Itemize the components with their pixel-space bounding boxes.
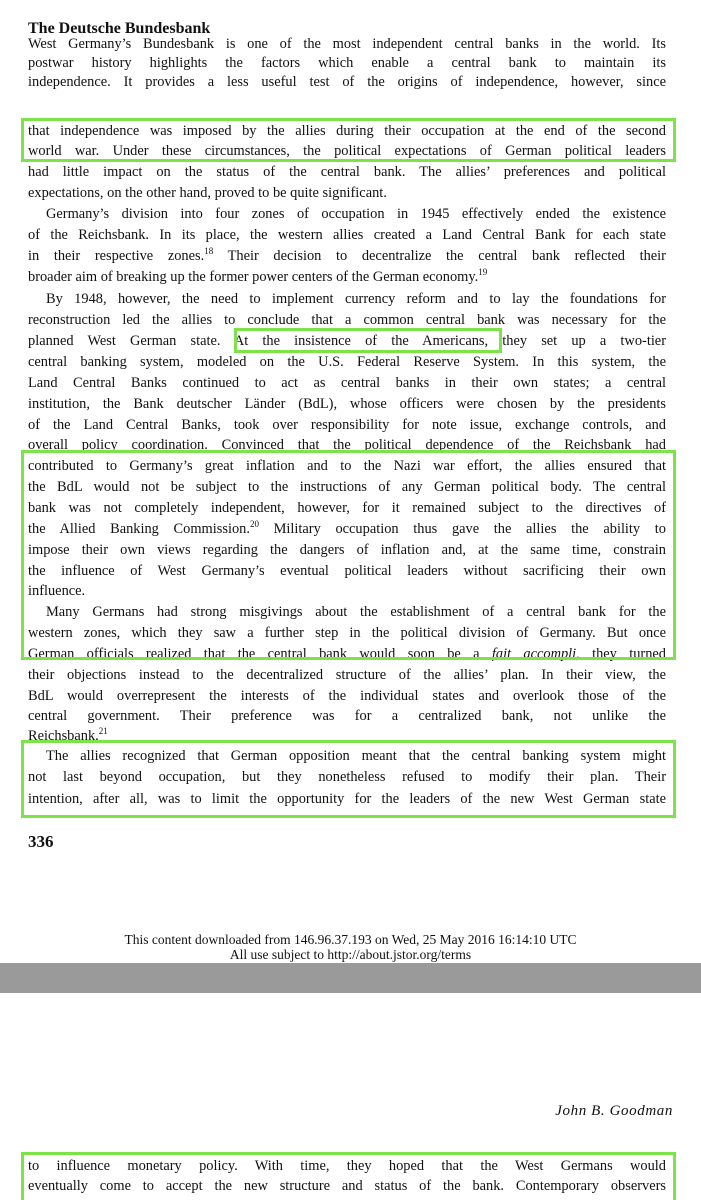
running-head: John B. Goodman bbox=[555, 1103, 673, 1119]
text-line: postwar history highlights the factors which enable a central bank to maintain its bbox=[28, 55, 666, 71]
text-line: western zones, which they saw a further step in the political division of Germany. But once bbox=[28, 625, 666, 641]
text-line: the influence of West Germany’s eventual political leaders without sacrificing their own bbox=[28, 563, 666, 579]
text-line: world war. Under these circumstances, the political expectations of German political leaders bbox=[28, 143, 666, 159]
text-line: the Allied Banking Commission.$^{20}$ Military occupation thus gave the allies the ability to bbox=[28, 519, 667, 537]
footnote-ref: 18 bbox=[204, 246, 214, 257]
text-line: Land Central Banks continued to act as central banks in their own states; a central bbox=[28, 375, 666, 391]
text-line: central banking system, modeled on the U.S. Federal Reserve System. In this system, the bbox=[28, 354, 666, 370]
text-line: expectations, on the other hand, proved to be quite significant. bbox=[28, 185, 387, 201]
text-line: Reichsbank.$^{21}$ bbox=[28, 726, 108, 744]
terms-notice: All use subject to http://about.jstor.org/terms bbox=[229, 947, 472, 962]
text-line: West Germany’s Bundesbank is one of the most independent central banks in the world. Its bbox=[28, 36, 666, 52]
text-line: The allies recognized that German opposition meant that the central banking system might bbox=[46, 748, 666, 764]
page-number: 336 bbox=[28, 832, 54, 851]
text-line: central government. Their preference was for a centralized bank, not unlike the bbox=[28, 708, 666, 724]
text-line: their objections instead to the decentralized structure of the allies’ plan. In their view, the bbox=[28, 667, 666, 683]
text-line: had little impact on the status of the central bank. The allies’ preferences and political bbox=[28, 164, 666, 180]
footnote-ref: 20 bbox=[249, 519, 259, 530]
footnote-ref: 19 bbox=[478, 267, 488, 278]
text-line: reconstruction led the allies to conclude that a common central bank was necessary for the bbox=[28, 312, 666, 328]
text-line: overall policy coordination. Convinced that the political dependence of the Reichsbank had bbox=[28, 437, 666, 453]
text-line: the BdL would not be subject to the instructions of any German political body. The central bbox=[28, 479, 666, 495]
text-line: that independence was imposed by the allies during their occupation at the end of the second bbox=[28, 123, 666, 139]
text-line: Many Germans had strong misgivings about the establishment of a central bank for the bbox=[46, 604, 666, 620]
text-line: broader aim of breaking up the former power centers of the German economy.$^{19}$ bbox=[28, 267, 488, 285]
italic-phrase: fait accompli bbox=[491, 646, 577, 662]
text-line: Germany’s division into four zones of occupation in 1945 effectively ended the existence bbox=[46, 206, 666, 222]
text-line: German officials realized that the central bank would soon be a fait accompli, they turned bbox=[28, 646, 666, 662]
footnote-ref: 21 bbox=[98, 726, 108, 737]
text-line: of the Land Central Banks, took over responsibility for note issue, exchange controls, and bbox=[28, 417, 666, 433]
text-line: of the Reichsbank. In its place, the western allies created a Land Central Bank for each state bbox=[28, 227, 666, 243]
text-line: independence. It provides a less useful test of the origins of independence, however, since bbox=[28, 74, 666, 90]
page-heading: The Deutsche Bundesbank bbox=[28, 20, 211, 37]
text-line: to influence monetary policy. With time, they hoped that the West Germans would bbox=[28, 1158, 666, 1174]
text-line: impose their own views regarding the dangers of inflation and, at the same time, constrain bbox=[28, 542, 666, 558]
page-divider bbox=[0, 963, 701, 993]
text-line: BdL would overrepresent the interests of the individual states and overlook those of the bbox=[28, 688, 666, 704]
download-notice: This content downloaded from 146.96.37.193 on Wed, 25 May 2016 16:14:10 UTC bbox=[124, 932, 577, 947]
text-line: institution, the Bank deutscher Länder (BdL), whose officers were chosen by the presidents bbox=[28, 396, 666, 412]
text-line: influence. bbox=[28, 583, 86, 599]
text-line: contributed to Germany’s great inflation and to the Nazi war effort, the allies ensured that bbox=[28, 458, 666, 474]
text-line: intention, after all, was to limit the opportunity for the leaders of the new West German state bbox=[28, 791, 666, 807]
text-line: in their respective zones.$^{18}$ Their decision to decentralize the central bank reflected their bbox=[28, 246, 666, 264]
text-line: planned West German state. At the insistence of the Americans, they set up a two-tier bbox=[28, 333, 666, 349]
text-line: eventually come to accept the new structure and status of the bank. Contemporary observers bbox=[28, 1178, 666, 1194]
text-line: not last beyond occupation, but they nonetheless refused to modify their plan. Their bbox=[28, 769, 666, 785]
text-line: bank was not completely independent, however, for it remained subject to the directives of bbox=[28, 500, 666, 516]
text-line: By 1948, however, the need to implement currency reform and to lay the foundations for bbox=[46, 291, 666, 307]
